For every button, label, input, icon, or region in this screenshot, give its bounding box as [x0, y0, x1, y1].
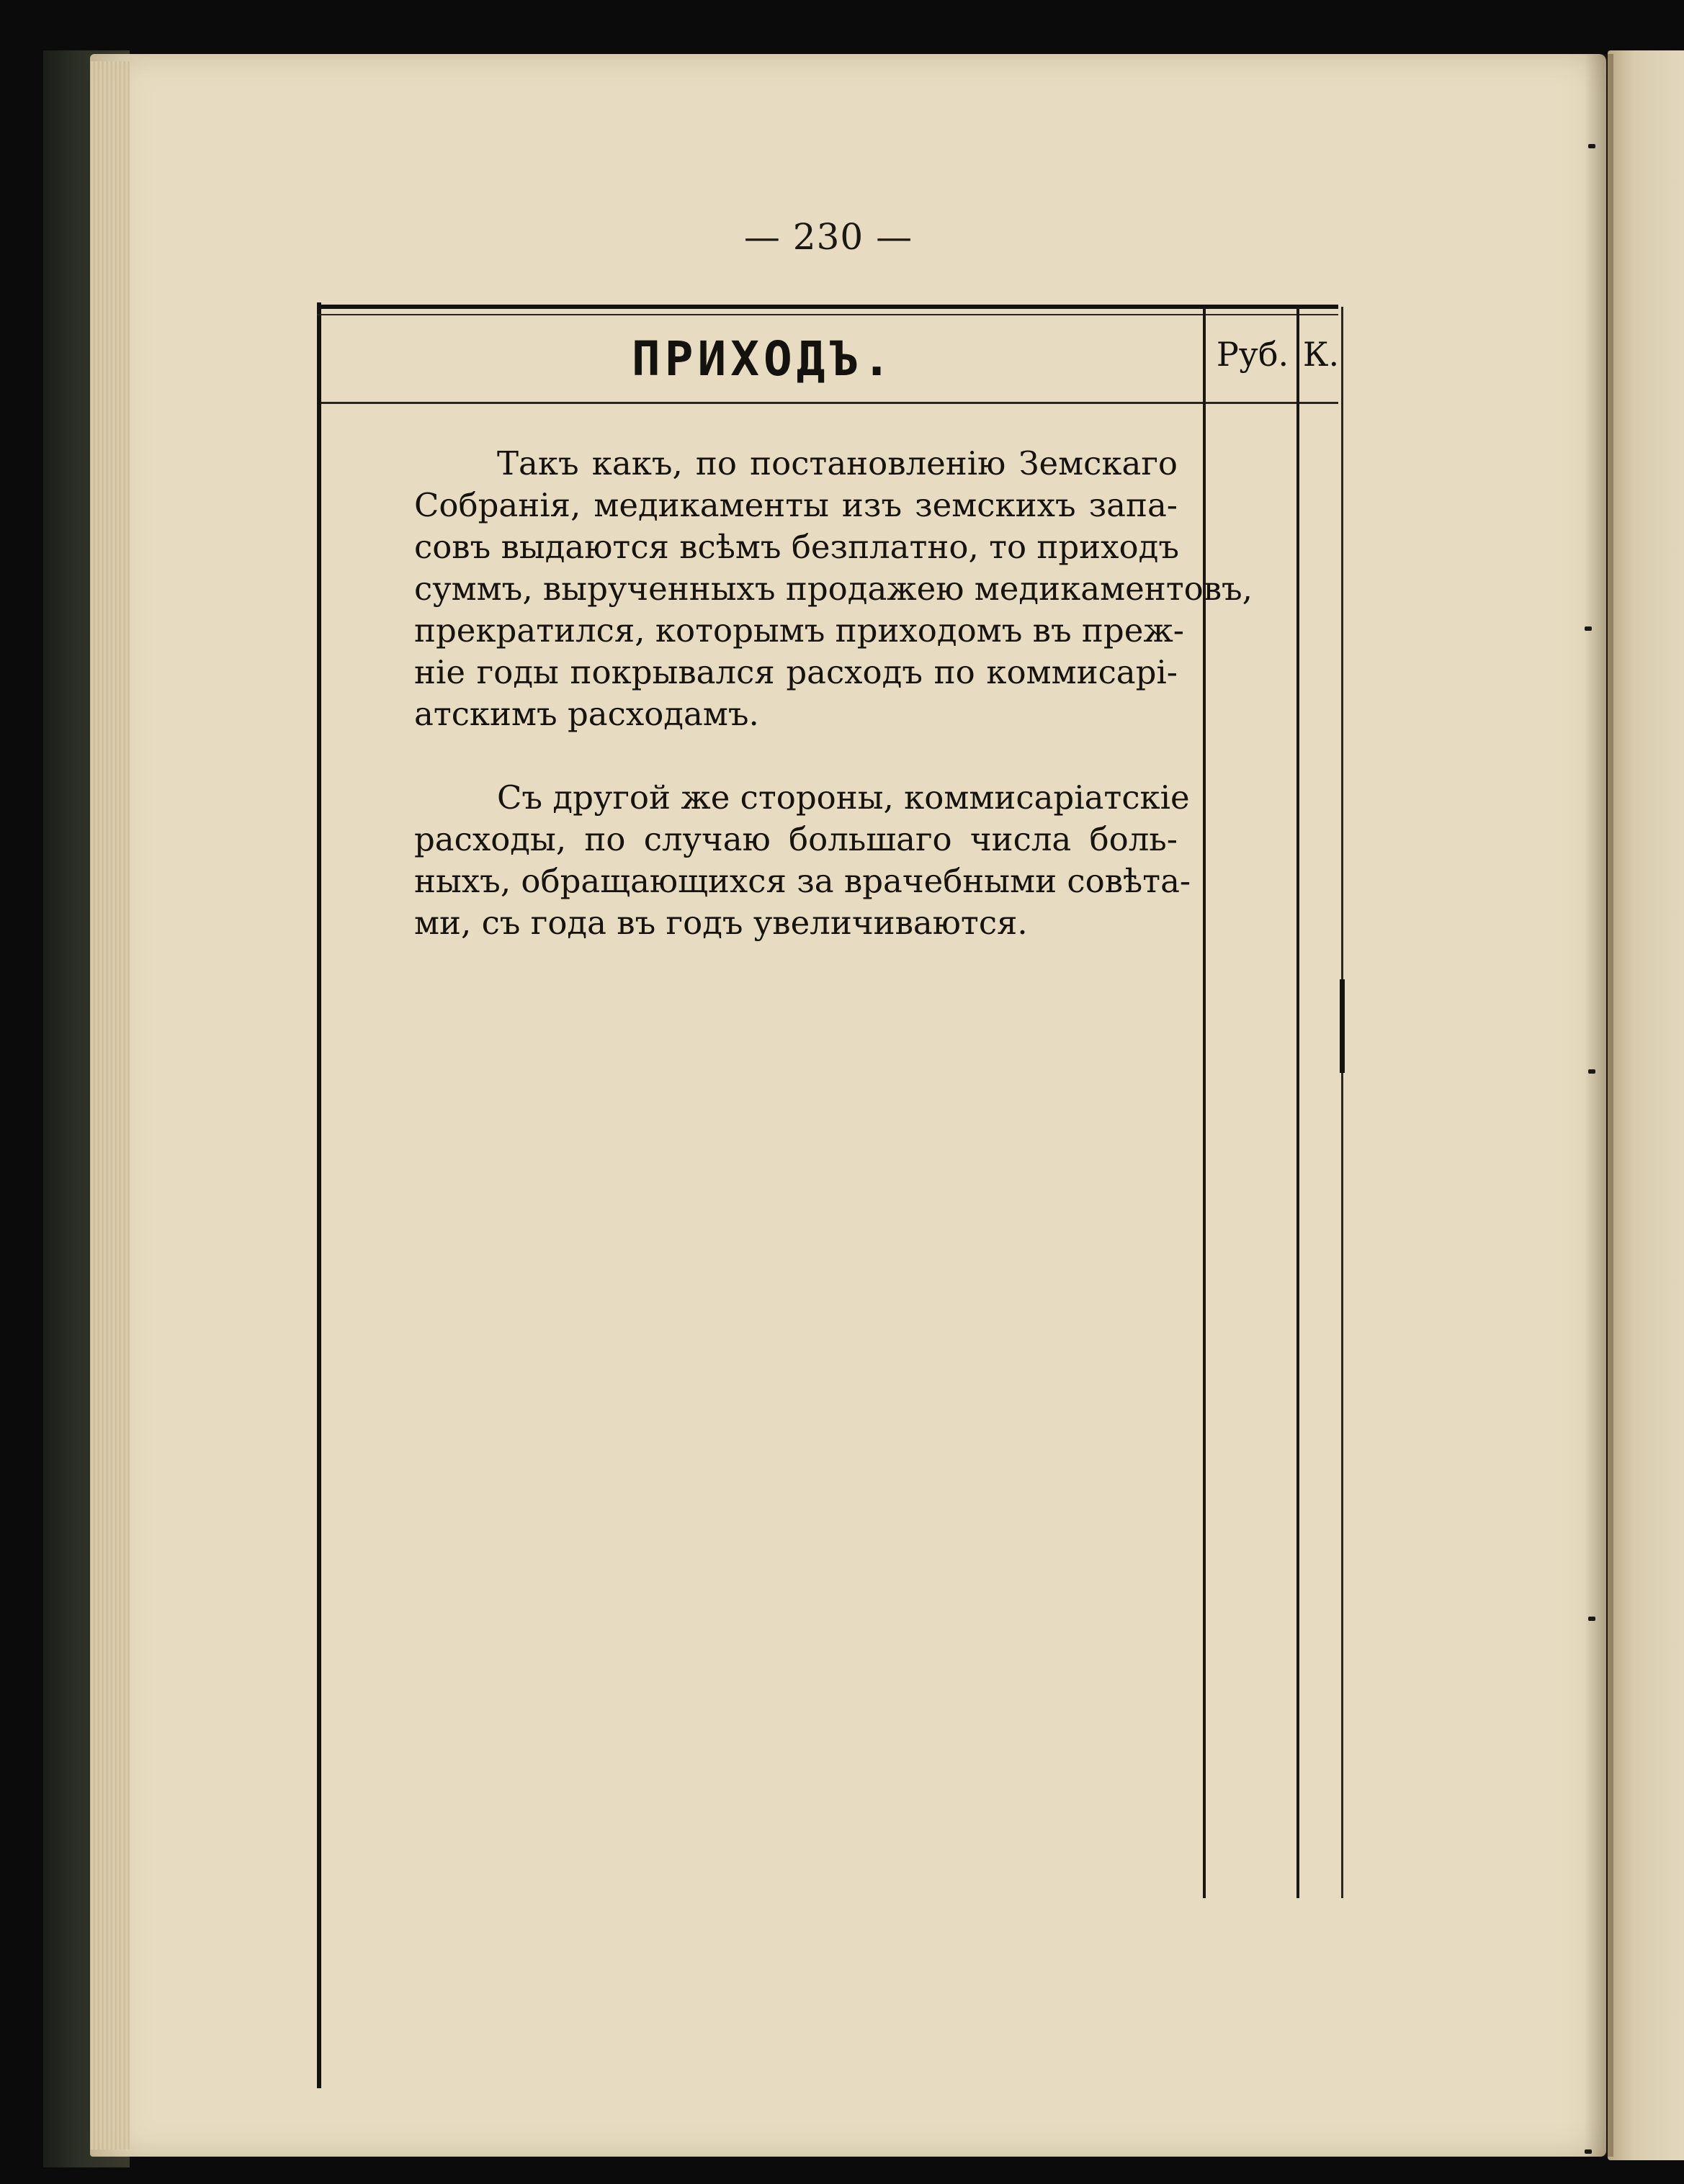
text-line: Такъ какъ, по постановленію Земскаго — [497, 444, 1178, 482]
column-header-k: К. — [1302, 335, 1340, 374]
table-heading: ПРИХОДЪ. — [632, 331, 895, 387]
text-line: совъ выдаются всѣмъ безплатно, то приходъ — [414, 528, 1179, 566]
page-edges — [90, 61, 130, 2149]
spine-shadow — [1585, 54, 1613, 2157]
text-line: атскимъ расходамъ. — [414, 695, 759, 733]
column-rule-rub — [1203, 307, 1206, 1898]
table-right-rule — [1341, 307, 1343, 1898]
table-left-rule — [317, 302, 321, 2088]
ink-mark — [1585, 2149, 1592, 2154]
text-line: суммъ, вырученныхъ продажею медикаментовъ, — [414, 570, 1253, 608]
text-line: расходы, по случаю большаго числа боль- — [414, 820, 1178, 858]
next-page-edge — [1608, 50, 1684, 2160]
table-header-rule — [321, 402, 1338, 404]
text-line: ныхъ, обращающихся за врачебными совѣта- — [414, 862, 1191, 900]
paragraph-2 — [328, 777, 1191, 944]
ink-mark — [1588, 144, 1595, 148]
text-line: Собранія, медикаменты изъ земскихъ запа- — [414, 486, 1178, 524]
ink-mark — [1588, 1617, 1595, 1621]
paragraph-1 — [328, 443, 1253, 735]
page-number: — 230 — — [743, 216, 913, 258]
column-header-rub: Руб. — [1216, 335, 1289, 374]
column-rule-k — [1296, 307, 1299, 1898]
ink-mark — [1588, 1069, 1595, 1074]
table-top-rule — [317, 305, 1338, 309]
text-line: Съ другой же стороны, коммисаріатскіе — [497, 778, 1190, 817]
body-text — [328, 443, 1253, 986]
table-top-thin-rule — [317, 314, 1338, 315]
text-line: ми, съ года въ годъ увеличиваются. — [414, 904, 1028, 942]
table-right-rule-bold — [1340, 979, 1345, 1073]
text-line: ніе годы покрывался расходъ по коммисарі- — [414, 653, 1178, 691]
text-line: прекратился, которымъ приходомъ въ преж- — [414, 611, 1184, 650]
ink-mark — [1585, 626, 1592, 631]
